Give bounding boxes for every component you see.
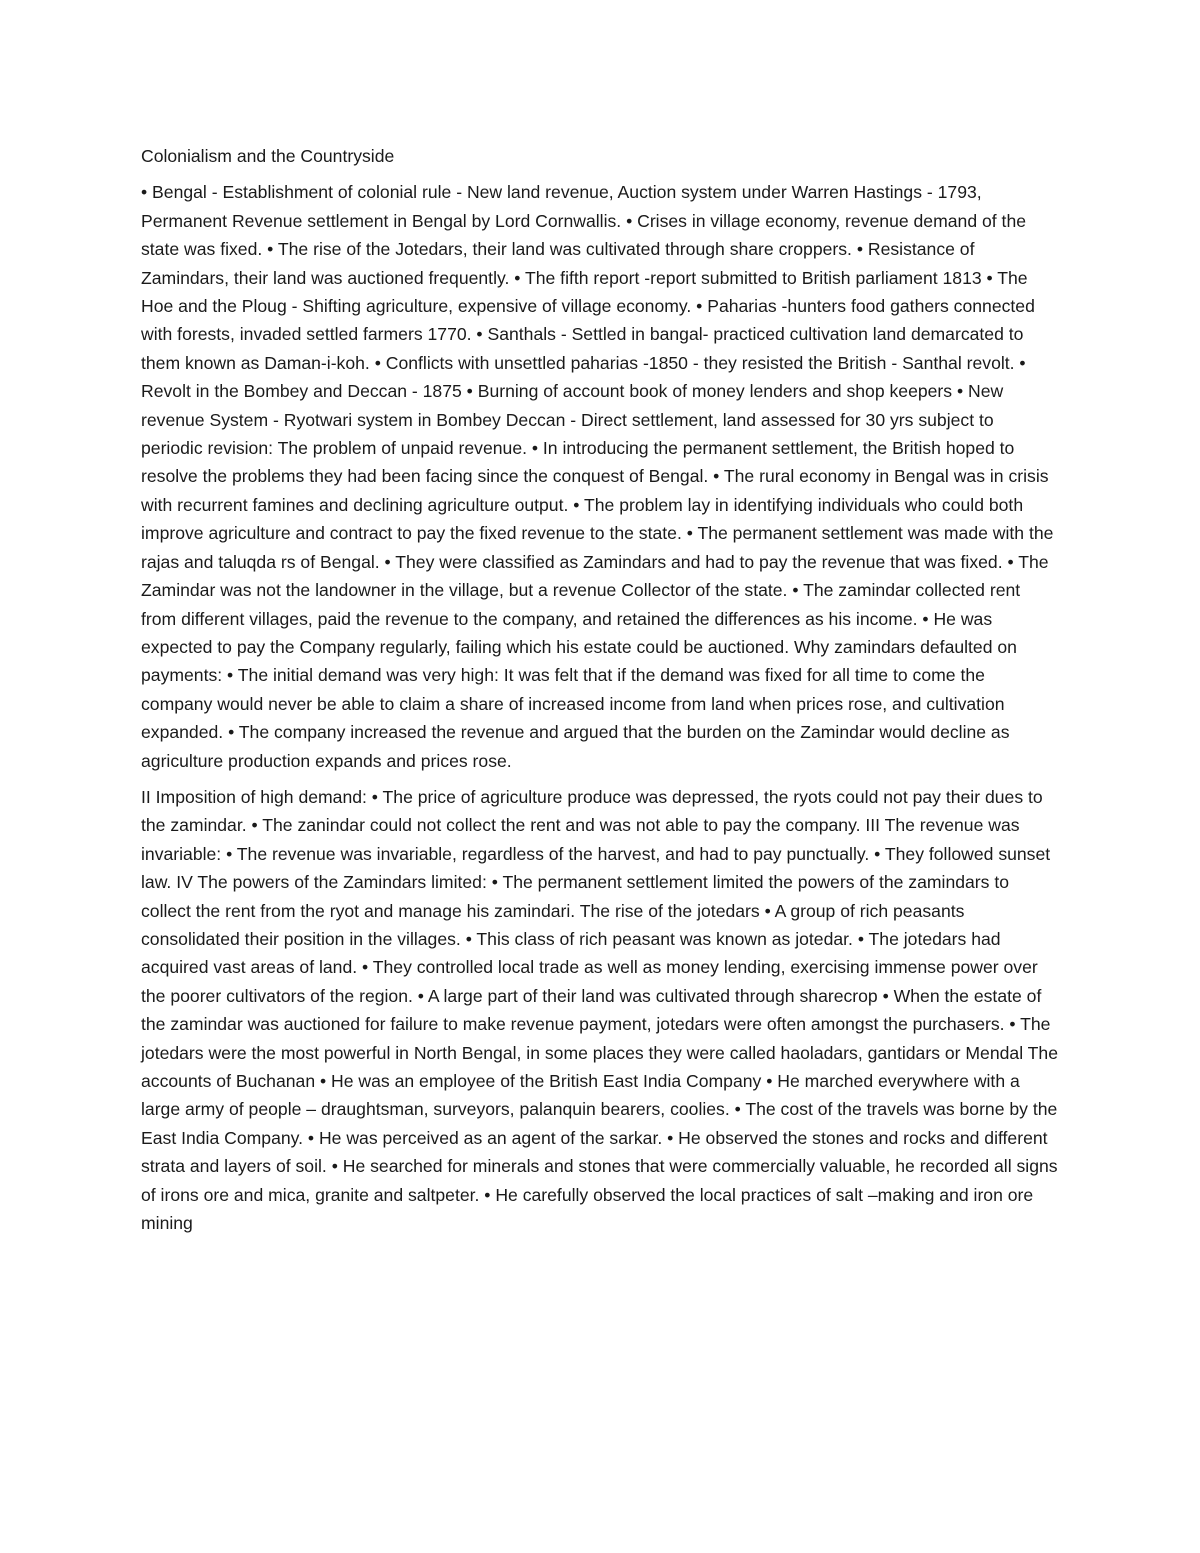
document-body bbox=[141, 142, 1059, 1245]
paragraph-2: II Imposition of high demand: • The price of agriculture produce was depressed, the ryots could not pay their dues to the zamindar. • The zanindar could not collect the rent and was not able to pay the company. III The revenue was invariable: • The revenue was invariable, regardless of the harvest, and had to pay punctually. • They followed sunset law. IV The powers of the Zamindars limited: • The permanent settlement limited the powers of the zamindars to collect the rent from the ryot and manage his zamindari. The rise of the jotedars • A group of rich peasants consolidated their position in the villages. • This class of rich peasant was known as jotedar. • The jotedars had acquired vast areas of land. • They controlled local trade as well as money lending, exercising immense power over the poorer cultivators of the region. • A large part of their land was cultivated through sharecrop • When the estate of the zamindar was auctioned for failure to make revenue payment, jotedars were often amongst the purchasers. • The jotedars were the most powerful in North Bengal, in some places they were called haoladars, gantidars or Mendal The accounts of Buchanan • He was an employee of the British East India Company • He marched everywhere with a large army of people – draughtsman, surveyors, palanquin bearers, coolies. • The cost of the travels was borne by the East India Company. • He was perceived as an agent of the sarkar. • He observed the stones and rocks and different strata and layers of soil. • He searched for minerals and stones that were commercially valuable, he recorded all signs of irons ore and mica, granite and saltpeter. • He carefully observed the local practices of salt –making and iron ore mining bbox=[141, 786, 1058, 1234]
document-title: Colonialism and the Countryside bbox=[141, 146, 395, 166]
paragraph-1: • Bengal - Establishment of colonial rule - New land revenue, Auction system under Warren Hastings - 1793, Permanent Revenue settlement in Bengal by Lord Cornwallis. • Crises in village economy, revenue demand of the state was fixed. • The rise of the Jotedars, their land was cultivated through share croppers. • Resistance of Zamindars, their land was auctioned frequently. • The fifth report -report submitted to British parliament 1813 • The Hoe and the Ploug - Shifting agriculture, expensive of village economy. • Paharias -hunters food gathers connected with forests, invaded settled farmers 1770. • Santhals - Settled in bangal- practiced cultivation land demarcated to them known as Daman-i-koh. • Conflicts with unsettled paharias -1850 - they resisted the British - Santhal revolt. • Revolt in the Bombey and Deccan - 1875 • Burning of account book of money lenders and shop keepers • New revenue System - Ryotwari system in Bombey Deccan - Direct settlement, land assessed for 30 yrs subject to periodic revision: The problem of unpaid revenue. • In introducing the permanent settlement, the British hoped to resolve the problems they had been facing since the conquest of Bengal. • The rural economy in Bengal was in crisis with recurrent famines and declining agriculture output. • The problem lay in identifying individuals who could both improve agriculture and contract to pay the fixed revenue to the state. • The permanent settlement was made with the rajas and taluqda rs of Bengal. • They were classified as Zamindars and had to pay the revenue that was fixed. • The Zamindar was not the landowner in the village, but a revenue Collector of the state. • The zamindar collected rent from different villages, paid the revenue to the company, and retained the differences as his income. • He was expected to pay the Company regularly, failing which his estate could be auctioned. Why zamindars defaulted on payments: • The initial demand was very high: It was felt that if the demand was fixed for all time to come the company would never be able to claim a share of increased income from land when prices rose, and cultivation expanded. • The company increased the revenue and argued that the burden on the Zamindar would decline as agriculture production expands and prices rose. bbox=[141, 182, 1054, 771]
